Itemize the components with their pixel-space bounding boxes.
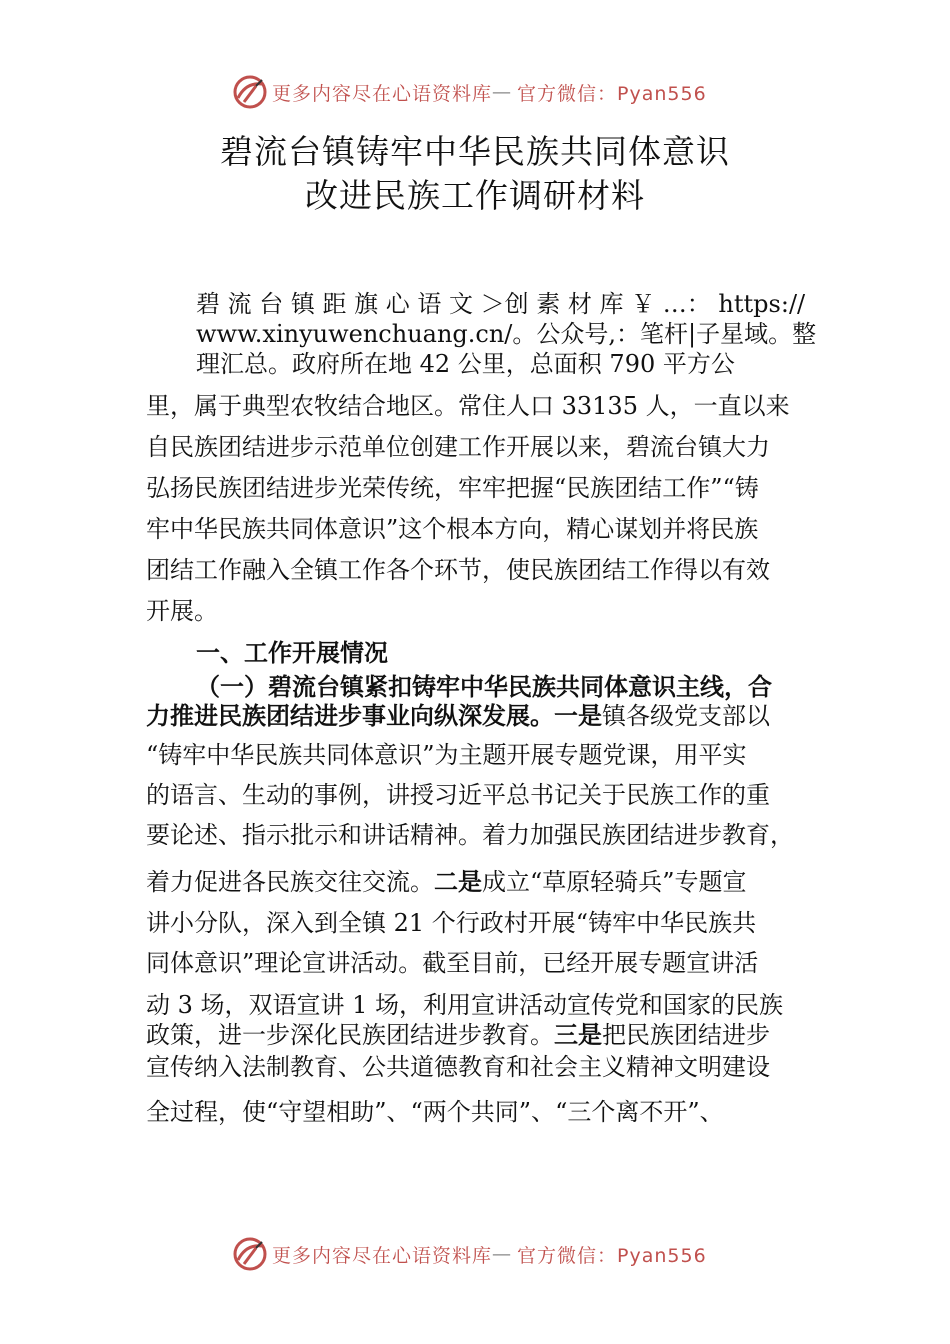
brand-logo-icon — [232, 1236, 268, 1272]
body-line: 讲小分队，深入到全镇 21 个行政村开展“铸牢中华民族共 — [146, 909, 757, 937]
body-line: 宣传纳入法制教育、公共道德教育和社会主义精神文明建设 — [146, 1053, 770, 1081]
body-line: 理汇总。政府所在地 42 公里，总面积 790 平方公 — [196, 350, 735, 378]
body-line: 弘扬民族团结进步光荣传统，牢牢把握“民族团结工作”“铸 — [146, 474, 759, 502]
body-line — [146, 700, 770, 732]
section-heading: 一、工作开展情况 — [196, 639, 388, 667]
body-line: 动 3 场，双语宣讲 1 场，利用宣讲活动宣传党和国家的民族 — [146, 991, 784, 1019]
doc-title-line-2: 改进民族工作调研材料 — [305, 176, 645, 215]
body-line: 全过程，使“守望相助”、“两个共同”、“三个离不开”、 — [146, 1098, 724, 1126]
body-text: 成立“草原轻骑兵”专题宣 — [482, 868, 747, 896]
banner-wechat-text: 官方微信：Pyan556 — [517, 1244, 707, 1267]
body-line: 团结工作融入全镇工作各个环节，使民族团结工作得以有效 — [146, 556, 770, 584]
body-line — [146, 866, 747, 898]
doc-title-line-1: 碧流台镇铸牢中华民族共同体意识 — [220, 132, 730, 171]
body-line: www.xinyuwenchuang.cn/。公众号,：笔杆|子星域。整 — [196, 320, 817, 348]
subsection-heading-line: （一）碧流台镇紧扣铸牢中华民族共同体意识主线，合 — [196, 673, 772, 701]
body-line: 的语言、生动的事例，讲授习近平总书记关于民族工作的重 — [146, 781, 770, 809]
banner-separator: — — [492, 81, 512, 103]
body-text: 镇各级党支部以 — [602, 702, 770, 730]
body-text: 把民族团结进步 — [602, 1021, 770, 1049]
banner-separator: — — [492, 1243, 512, 1265]
body-line: 里，属于典型农牧结合地区。常住人口 33135 人，一直以来 — [146, 392, 790, 420]
body-text: 着力促进各民族交往交流。 — [146, 868, 434, 896]
banner-wechat-text: 官方微信：Pyan556 — [517, 82, 707, 105]
body-line: 自民族团结进步示范单位创建工作开展以来，碧流台镇大力 — [146, 433, 770, 461]
body-line — [146, 1019, 770, 1051]
body-line: 开展。 — [146, 597, 218, 625]
banner-main-text: 更多内容尽在心语资料库 — [272, 1244, 493, 1267]
keyword-first: 一是 — [554, 702, 602, 730]
body-line: 同体意识”理论宣讲活动。截至目前，已经开展专题宣讲活 — [146, 949, 759, 977]
subsection-heading-cont: 力推进民族团结进步事业向纵深发展。 — [146, 702, 554, 730]
keyword-third: 三是 — [554, 1021, 602, 1049]
body-line: “铸牢中华民族共同体意识”为主题开展专题党课，用平实 — [146, 741, 747, 769]
keyword-second: 二是 — [434, 868, 482, 896]
header-banner — [232, 74, 752, 110]
body-line: 碧 流 台 镇 距 旗 心 语 文 ＞创 素 材 库 ￥ …： https:// — [196, 290, 806, 318]
body-text: 政策，进一步深化民族团结进步教育。 — [146, 1021, 554, 1049]
body-line: 要论述、指示批示和讲话精神。着力加强民族团结进步教育， — [146, 821, 794, 849]
brand-logo-icon — [232, 74, 268, 110]
footer-banner — [232, 1236, 752, 1272]
body-line: 牢中华民族共同体意识”这个根本方向，精心谋划并将民族 — [146, 515, 759, 543]
banner-main-text: 更多内容尽在心语资料库 — [272, 82, 493, 105]
